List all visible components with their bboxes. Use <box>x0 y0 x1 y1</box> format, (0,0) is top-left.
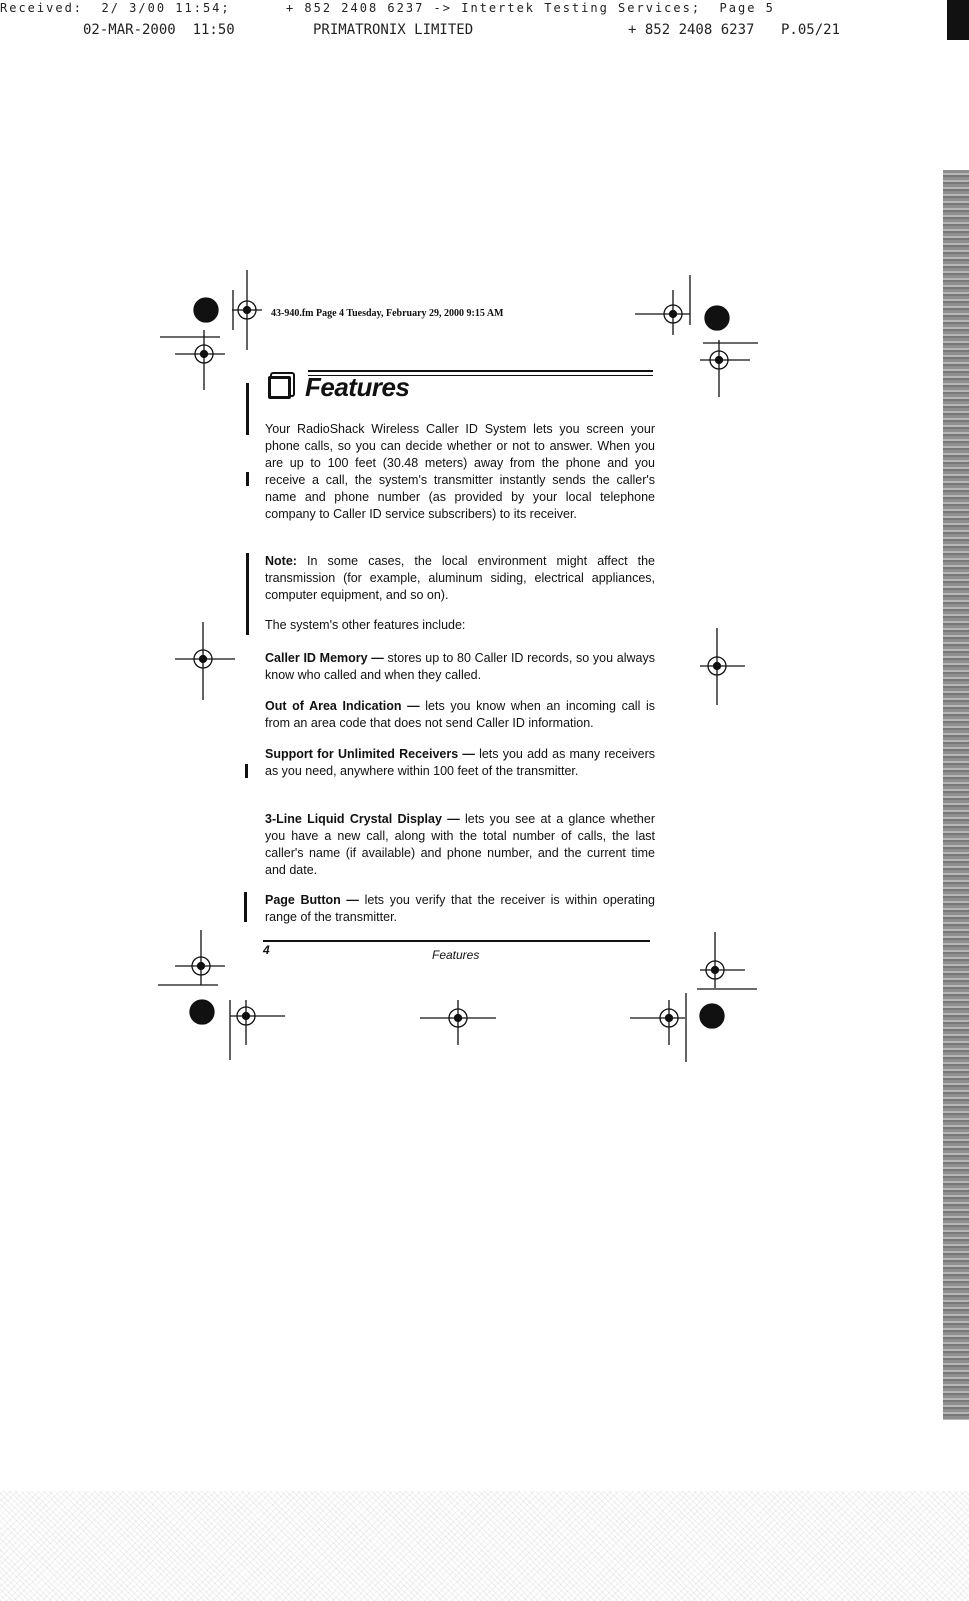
feature-term: Caller ID Memory — <box>265 651 384 665</box>
crosshair-mark <box>700 628 745 705</box>
intro-paragraph: Your RadioShack Wireless Caller ID System lets you screen your phone calls, so you can decide whether or not to answer. When you are up to 100 feet (30.48 meters) away from the phone and you receive a call, the system's transmitter instantly sends the caller's name and phone number (as provided by your local telephone company to Caller ID service subscribers) to its receiver. <box>265 422 655 521</box>
feature-description: lets you know when an incoming call is from an area code that does not send Caller ID information. <box>265 699 655 730</box>
features-intro: The system's other features include: <box>265 618 466 632</box>
change-bar <box>244 892 247 922</box>
feature-item <box>265 698 655 732</box>
feature-item <box>265 746 655 780</box>
crosshair-mark <box>232 270 262 350</box>
feature-term: Out of Area Indication — <box>265 699 420 713</box>
feature-term: Page Button — <box>265 893 359 907</box>
registration-dot <box>194 298 218 322</box>
fax-company: PRIMATRONIX LIMITED <box>313 22 474 38</box>
note-paragraph <box>265 553 655 604</box>
feature-description: lets you add as many receivers as you need, anywhere within 100 feet of the transmitter. <box>265 747 655 778</box>
crosshair-mark <box>160 330 225 390</box>
feature-description: lets you verify that the receiver is within operating range of the transmitter. <box>265 893 656 924</box>
page-number: 4 <box>263 943 270 957</box>
crosshair-mark <box>630 993 686 1062</box>
change-bar <box>245 764 248 778</box>
section-title: Features <box>305 372 410 402</box>
feature-description: stores up to 80 Caller ID records, so you always know who called and when they called. <box>265 651 655 682</box>
crosshair-mark <box>420 1000 496 1045</box>
crosshair-mark <box>700 340 758 397</box>
change-bar <box>246 472 249 486</box>
feature-item <box>265 650 655 684</box>
book-running-header: 43-940.fm Page 4 Tuesday, February 29, 2000 9:15 AM <box>271 308 504 319</box>
crosshair-mark <box>158 930 225 985</box>
registration-dot <box>190 1000 214 1024</box>
registration-dot <box>705 306 729 330</box>
change-bar <box>246 553 249 635</box>
section-heading <box>268 372 409 403</box>
footer-title: Features <box>432 948 480 962</box>
note-text: In some cases, the local environment might affect the transmission (for example, aluminum siding, electrical appliances, computer equipment, and so on). <box>265 554 655 602</box>
footer-rule <box>263 940 650 942</box>
note-label: Note: <box>265 554 297 568</box>
crosshair-mark <box>175 622 235 700</box>
crosshair-mark <box>230 1000 285 1060</box>
change-bar <box>246 383 249 435</box>
crosshair-mark <box>635 275 690 335</box>
fax-header-line: Received: 2/ 3/00 11:54; + 852 2408 6237 -> Intertek Testing Services; Page 5 <box>0 1 775 15</box>
feature-item <box>265 811 655 879</box>
fax-phone: + 852 2408 6237 <box>628 22 755 38</box>
feature-description: lets you see at a glance whether you have a new call, along with the total number of calls, the last caller's name (if available) and phone number, and the current time and date. <box>265 812 655 877</box>
feature-term: Support for Unlimited Receivers — <box>265 747 475 761</box>
crosshair-mark <box>697 932 757 989</box>
fax-date-time: 02-MAR-2000 11:50 <box>83 22 235 38</box>
fax-page: P.05/21 <box>781 22 841 38</box>
registration-dot <box>700 1004 724 1028</box>
feature-item <box>265 892 655 926</box>
feature-term: 3-Line Liquid Crystal Display — <box>265 812 460 826</box>
checkbox-icon <box>268 376 291 399</box>
